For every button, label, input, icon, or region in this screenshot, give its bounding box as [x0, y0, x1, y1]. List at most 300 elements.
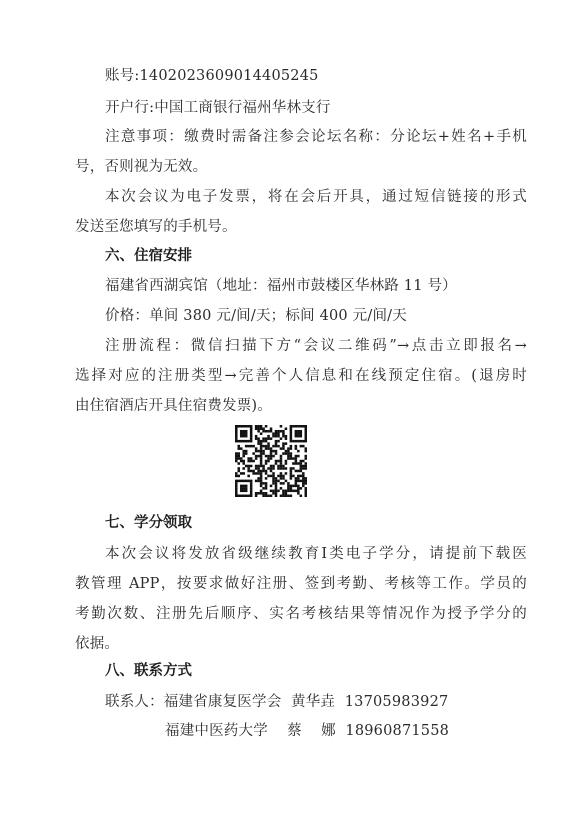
qr-module [297, 462, 300, 465]
qr-module [280, 425, 283, 428]
qr-module [257, 465, 260, 468]
qr-module [305, 455, 307, 458]
qr-module [265, 482, 268, 485]
qr-module [235, 460, 238, 463]
qr-module [245, 445, 248, 448]
qr-module [305, 482, 307, 485]
qr-module [262, 465, 265, 468]
qr-module [235, 425, 238, 428]
qr-module [250, 465, 253, 468]
qr-module [267, 437, 270, 440]
qr-module [287, 485, 290, 488]
qr-module [242, 467, 245, 470]
qr-module [235, 475, 238, 478]
qr-module [250, 460, 253, 463]
qr-module [260, 452, 263, 455]
qr-module [297, 450, 300, 453]
qr-module [235, 455, 238, 458]
qr-module [305, 432, 307, 435]
qr-module [252, 445, 255, 448]
qr-module [265, 495, 268, 497]
qr-module [265, 472, 268, 475]
qr-module [237, 425, 240, 428]
qr-module [257, 442, 260, 445]
qr-module [300, 445, 303, 448]
qr-module [290, 495, 293, 497]
qr-module [267, 445, 270, 448]
qr-module [292, 440, 295, 443]
qr-module [240, 495, 243, 497]
qr-module [272, 482, 275, 485]
qr-module [295, 460, 298, 463]
qr-module [277, 440, 280, 443]
qr-module [272, 445, 275, 448]
qr-module [250, 470, 253, 473]
qr-module [277, 430, 280, 433]
qr-module [305, 495, 307, 497]
qr-module [295, 430, 298, 433]
qr-module [285, 472, 288, 475]
qr-module [240, 490, 243, 493]
qr-module [300, 425, 303, 428]
qr-module [282, 467, 285, 470]
qr-module [285, 437, 288, 440]
qr-module [285, 467, 288, 470]
qr-module [290, 430, 293, 433]
qr-module [250, 487, 253, 490]
qr-module [250, 490, 253, 493]
qr-module [242, 480, 245, 483]
qr-module [282, 495, 285, 497]
hotel-address: 福建省西湖宾馆（地址：福州市鼓楼区华林路 11 号） [105, 278, 457, 294]
qr-module [240, 480, 243, 483]
qr-module [240, 447, 243, 450]
qr-module [285, 427, 288, 430]
qr-module [247, 457, 250, 460]
qr-module [290, 487, 293, 490]
qr-module [282, 452, 285, 455]
qr-module [302, 475, 305, 478]
qr-module [260, 445, 263, 448]
qr-module [257, 470, 260, 473]
qr-module [242, 430, 245, 433]
qr-module [280, 465, 283, 468]
qr-module [242, 432, 245, 435]
qr-module [260, 447, 263, 450]
qr-module [255, 435, 258, 438]
qr-module [265, 460, 268, 463]
contact-line-2: 福建中医药大学 蔡 娜 18960871558 [165, 723, 450, 739]
qr-module [295, 435, 298, 438]
qr-module [282, 442, 285, 445]
qr-module [297, 455, 300, 458]
qr-module [302, 425, 305, 428]
account-number: 1402023609014405245 [139, 68, 319, 84]
qr-module [260, 455, 263, 458]
qr-module [290, 490, 293, 493]
qr-module [267, 457, 270, 460]
qr-module [267, 455, 270, 458]
qr-module [265, 477, 268, 480]
qr-module [295, 432, 298, 435]
qr-module [287, 455, 290, 458]
qr-module [255, 492, 258, 495]
qr-module [302, 465, 305, 468]
qr-module [280, 472, 283, 475]
qr-module [255, 457, 258, 460]
qr-module [305, 437, 307, 440]
bank-name: 中国工商银行福州华林支行 [154, 100, 331, 116]
qr-module [272, 435, 275, 438]
qr-module [282, 445, 285, 448]
qr-module [305, 490, 307, 493]
qr-module [277, 460, 280, 463]
qr-module [280, 467, 283, 470]
qr-module [270, 430, 273, 433]
qr-module [255, 427, 258, 430]
qr-module [297, 475, 300, 478]
qr-module [285, 462, 288, 465]
qr-module [260, 460, 263, 463]
qr-code-icon[interactable] [235, 425, 307, 497]
qr-module [260, 475, 263, 478]
qr-module [270, 475, 273, 478]
qr-module [257, 492, 260, 495]
qr-module [275, 477, 278, 480]
qr-module [297, 432, 300, 435]
qr-module [270, 495, 273, 497]
qr-module [237, 480, 240, 483]
credit-line-2: 教管理 APP，按要求做好注册、签到考勤、考核等工作。学员的 [75, 576, 527, 592]
qr-module [300, 430, 303, 433]
qr-module [272, 455, 275, 458]
qr-module [245, 480, 248, 483]
contact-line-1: 联系人：福建省康复医学会 黄华垚 13705983927 [105, 694, 449, 710]
qr-module [290, 455, 293, 458]
qr-module [282, 490, 285, 493]
qr-module [262, 452, 265, 455]
qr-module [247, 460, 250, 463]
qr-module [245, 487, 248, 490]
qr-module [287, 450, 290, 453]
qr-module [252, 470, 255, 473]
qr-module [265, 485, 268, 488]
qr-module [282, 465, 285, 468]
qr-module [305, 477, 307, 480]
qr-module [250, 427, 253, 430]
qr-module [240, 487, 243, 490]
qr-module [250, 425, 253, 428]
qr-module [250, 492, 253, 495]
register-process-line-1: 注册流程：微信扫描下方“会议二维码”→点击立即报名→ [105, 338, 527, 354]
qr-module [237, 475, 240, 478]
qr-module [280, 487, 283, 490]
qr-module [297, 487, 300, 490]
qr-module [285, 480, 288, 483]
qr-module [292, 475, 295, 478]
qr-module [295, 482, 298, 485]
qr-module [242, 455, 245, 458]
qr-module [280, 477, 283, 480]
qr-module [240, 460, 243, 463]
qr-module [235, 457, 238, 460]
qr-module [257, 472, 260, 475]
qr-module [247, 470, 250, 473]
room-price: 价格：单间 380 元/间/天；标间 400 元/间/天 [105, 308, 407, 324]
qr-module [305, 465, 307, 468]
qr-module [285, 442, 288, 445]
account-label: 账号: [105, 68, 140, 84]
qr-module [272, 492, 275, 495]
qr-module [300, 432, 303, 435]
qr-module [247, 465, 250, 468]
qr-module [245, 485, 248, 488]
qr-module [265, 455, 268, 458]
qr-module [305, 435, 307, 438]
qr-module [262, 437, 265, 440]
qr-module [280, 460, 283, 463]
qr-module [300, 480, 303, 483]
credit-line-3: 考勤次数、注册先后顺序、实名考核结果等情况作为授予学分的 [75, 606, 527, 622]
qr-module [305, 480, 307, 483]
qr-module [277, 490, 280, 493]
qr-module [237, 495, 240, 497]
qr-module [237, 440, 240, 443]
qr-module [265, 447, 268, 450]
qr-module [290, 432, 293, 435]
qr-module [237, 457, 240, 460]
qr-module [280, 455, 283, 458]
qr-module [300, 460, 303, 463]
qr-module [265, 437, 268, 440]
qr-module [290, 447, 293, 450]
qr-module [302, 477, 305, 480]
qr-module [255, 480, 258, 483]
qr-module [250, 440, 253, 443]
qr-module [257, 467, 260, 470]
notice-line-2: 号，否则视为无效。 [75, 159, 208, 175]
qr-module [250, 482, 253, 485]
qr-module [290, 427, 293, 430]
qr-module [300, 467, 303, 470]
qr-module [275, 442, 278, 445]
qr-module [235, 485, 238, 488]
qr-module [297, 435, 300, 438]
qr-module [300, 475, 303, 478]
qr-module [270, 465, 273, 468]
qr-module [302, 460, 305, 463]
qr-module [262, 487, 265, 490]
qr-module [282, 477, 285, 480]
register-process-line-2: 选择对应的注册类型→完善个人信息和在线预定住宿。(退房时 [75, 368, 527, 384]
qr-module [242, 435, 245, 438]
qr-module [295, 425, 298, 428]
qr-module [247, 425, 250, 428]
qr-module [262, 482, 265, 485]
qr-module [290, 485, 293, 488]
qr-module [252, 472, 255, 475]
credit-line-4: 依据。 [75, 636, 120, 652]
qr-module [300, 470, 303, 473]
qr-module [242, 462, 245, 465]
qr-module [280, 430, 283, 433]
qr-module [235, 430, 238, 433]
qr-module [290, 475, 293, 478]
qr-module [305, 492, 307, 495]
qr-module [272, 465, 275, 468]
qr-module [277, 435, 280, 438]
qr-module [235, 432, 238, 435]
qr-module [280, 475, 283, 478]
qr-module [305, 457, 307, 460]
qr-module [270, 455, 273, 458]
qr-module [260, 427, 263, 430]
qr-module [285, 490, 288, 493]
qr-module [290, 445, 293, 448]
qr-module [285, 450, 288, 453]
qr-module [260, 425, 263, 428]
qr-module [257, 477, 260, 480]
qr-module [270, 437, 273, 440]
qr-module [235, 452, 238, 455]
qr-module [300, 440, 303, 443]
qr-module [287, 457, 290, 460]
qr-module [245, 432, 248, 435]
qr-module [275, 487, 278, 490]
qr-module [272, 450, 275, 453]
qr-module [287, 447, 290, 450]
qr-module [272, 480, 275, 483]
qr-module [260, 470, 263, 473]
qr-module [250, 480, 253, 483]
qr-module [287, 487, 290, 490]
qr-module [305, 447, 307, 450]
qr-module [305, 450, 307, 453]
qr-module [240, 425, 243, 428]
qr-module [285, 452, 288, 455]
qr-module [297, 440, 300, 443]
qr-module [245, 440, 248, 443]
qr-module [302, 472, 305, 475]
qr-module [285, 435, 288, 438]
qr-module [302, 467, 305, 470]
qr-module [287, 452, 290, 455]
qr-module [295, 485, 298, 488]
qr-module [270, 452, 273, 455]
qr-module [242, 440, 245, 443]
qr-module [245, 425, 248, 428]
qr-module [305, 430, 307, 433]
qr-module [302, 485, 305, 488]
qr-module [270, 467, 273, 470]
qr-module [250, 485, 253, 488]
qr-module [257, 480, 260, 483]
qr-module [255, 450, 258, 453]
qr-module [240, 432, 243, 435]
qr-module [257, 430, 260, 433]
qr-module [297, 490, 300, 493]
qr-module [252, 452, 255, 455]
qr-module [262, 470, 265, 473]
qr-module [237, 445, 240, 448]
qr-module [262, 492, 265, 495]
qr-module [242, 485, 245, 488]
qr-module [297, 485, 300, 488]
qr-module [290, 452, 293, 455]
qr-module [300, 465, 303, 468]
qr-module [270, 450, 273, 453]
qr-module [260, 480, 263, 483]
qr-module [287, 490, 290, 493]
qr-module [247, 475, 250, 478]
qr-module [290, 457, 293, 460]
qr-module [265, 492, 268, 495]
qr-module [275, 460, 278, 463]
qr-module [255, 455, 258, 458]
qr-module [275, 445, 278, 448]
section-7-heading: 七、学分领取 [105, 514, 192, 531]
qr-module [295, 440, 298, 443]
qr-module [295, 462, 298, 465]
qr-module [297, 477, 300, 480]
qr-module [250, 435, 253, 438]
qr-module [262, 450, 265, 453]
qr-module [260, 432, 263, 435]
qr-module [240, 440, 243, 443]
qr-module [242, 472, 245, 475]
qr-module [260, 442, 263, 445]
qr-module [297, 480, 300, 483]
qr-module [282, 447, 285, 450]
qr-module [245, 430, 248, 433]
qr-module [295, 490, 298, 493]
qr-module [262, 427, 265, 430]
qr-module [255, 437, 258, 440]
qr-module [295, 445, 298, 448]
qr-module [260, 450, 263, 453]
qr-module [242, 425, 245, 428]
qr-module [277, 475, 280, 478]
qr-module [287, 495, 290, 497]
qr-module [295, 477, 298, 480]
qr-module [257, 440, 260, 443]
qr-module [285, 492, 288, 495]
qr-module [275, 492, 278, 495]
qr-module [237, 467, 240, 470]
qr-module [290, 472, 293, 475]
qr-module [292, 490, 295, 493]
qr-module [272, 477, 275, 480]
qr-module [240, 435, 243, 438]
qr-module [290, 440, 293, 443]
qr-module [272, 475, 275, 478]
qr-module [265, 487, 268, 490]
qr-module [292, 425, 295, 428]
qr-module [290, 425, 293, 428]
qr-module [305, 427, 307, 430]
qr-module [277, 432, 280, 435]
qr-module [270, 470, 273, 473]
qr-module [235, 487, 238, 490]
qr-module [262, 495, 265, 497]
qr-module [235, 495, 238, 497]
qr-module [242, 452, 245, 455]
qr-module [235, 440, 238, 443]
qr-module [290, 437, 293, 440]
qr-module [240, 430, 243, 433]
qr-module [282, 482, 285, 485]
qr-module [255, 425, 258, 428]
